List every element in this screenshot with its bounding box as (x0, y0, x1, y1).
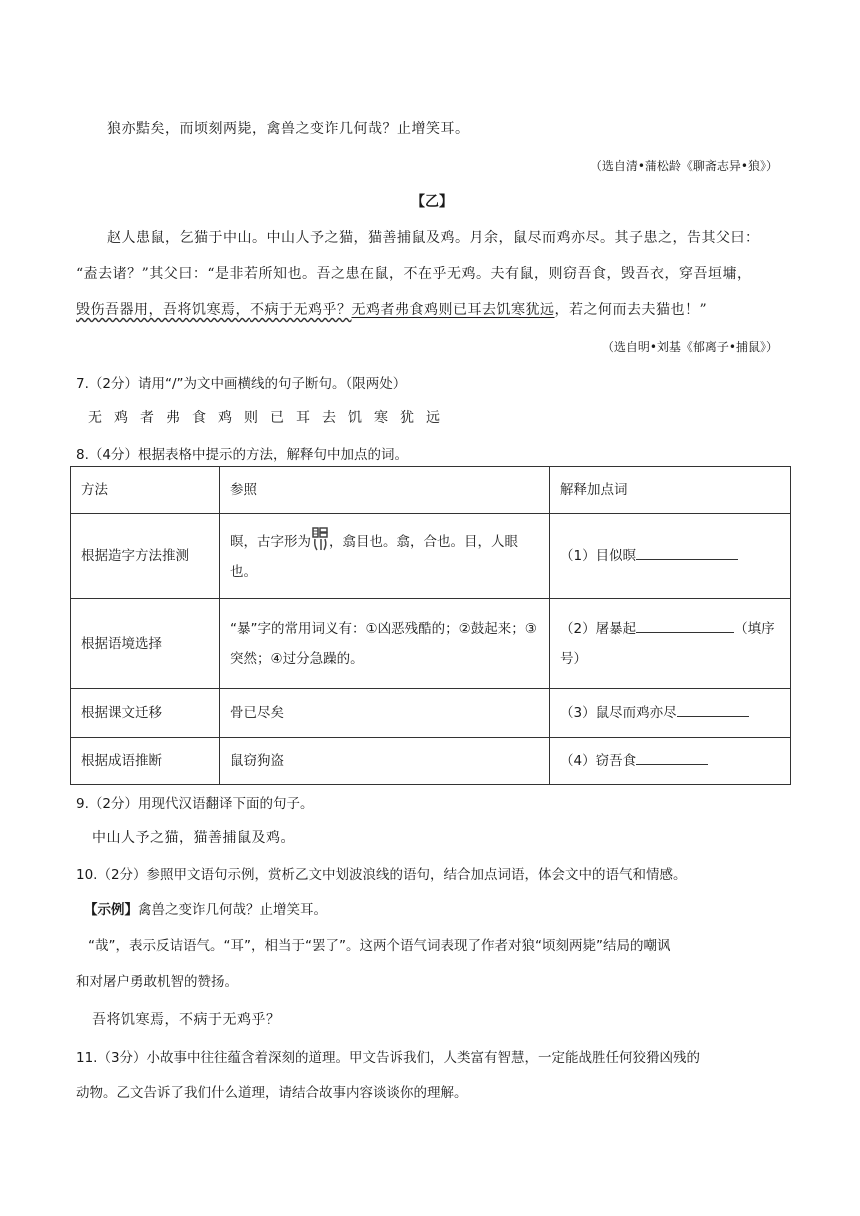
q7-sentence: 无鸡者弗食鸡则已耳去饥寒犹远 (88, 410, 452, 426)
answer-blank-4[interactable] (636, 750, 708, 765)
jia-last-line: 狼亦黠矣，而顷刻两毙，禽兽之变诈几何哉？止增笑耳。 (107, 121, 470, 137)
underlined-sentence: 无鸡者弗食鸡则已耳去饥寒犹远 (351, 302, 555, 318)
answer-blank-3[interactable] (677, 702, 749, 717)
q11-line-1: 11.（3分）小故事中往往蕴含着深刻的道理。甲文告诉我们，人类富有智慧，一定能战胜任何狡猾凶残的 (76, 1050, 701, 1066)
table-row (71, 599, 791, 689)
row4-method: 根据成语推断 (71, 738, 220, 785)
header-method: 方法 (71, 467, 220, 514)
yi-line-2: “盍去诸？”其父曰：“是非若所知也。吾之患在鼠，不在乎无鸡。夫有鼠，则窃吾食，毁吾衣，穿吾垣墉， (76, 266, 752, 282)
table-header-row (71, 467, 791, 514)
header-reference: 参照 (220, 467, 550, 514)
ancient-character-glyph-icon (311, 526, 329, 552)
row4-reference: 鼠窃狗盗 (220, 738, 550, 785)
answer-blank-2[interactable] (636, 618, 734, 633)
table-row (71, 514, 791, 599)
yi-title: 【乙】 (411, 194, 453, 210)
q10-explain-2: 和对屠户勇敢机智的赞扬。 (76, 974, 238, 990)
row3-reference: 骨已尽矣 (220, 689, 550, 738)
q8-stem: 8.（4分）根据表格中提示的方法，解释句中加点的词。 (76, 447, 408, 463)
q10-target: 吾将饥寒焉，不病于无鸡乎？ (92, 1012, 281, 1028)
yi-line-1: 赵人患鼠，乞猫于中山。中山人予之猫，猫善捕鼠及鸡。月余，鼠尽而鸡亦尽。其子患之，告其父曰： (107, 230, 760, 246)
row1-answer: （1）目似暝 (550, 514, 791, 599)
table-row (71, 738, 791, 785)
yi-source: （选自明•刘基《郁离子•捕鼠》） (601, 340, 778, 354)
jia-source: （选自清•蒲松龄《聊斋志异•狼》） (589, 159, 778, 173)
q9-sentence: 中山人予之猫，猫善捕鼠及鸡。 (92, 830, 295, 846)
row1-method: 根据造字方法推测 (71, 514, 220, 599)
table-row (71, 689, 791, 738)
q10-example: 【示例】禽兽之变诈几何哉？止增笑耳。 (84, 902, 327, 918)
wavy-sentence: 毁伤吾器用，吾将饥寒焉，不病于无鸡乎？ (76, 302, 352, 318)
q7-stem: 7.（2分）请用“/”为文中画横线的句子断句。（限两处） (76, 376, 407, 392)
row2-method: 根据语境选择 (71, 599, 220, 689)
row2-reference: “暴”字的常用词义有：①凶恶残酷的；②鼓起来；③突然；④过分急躁的。 (220, 599, 550, 689)
row3-answer: （3）鼠尽而鸡亦尽 (550, 689, 791, 738)
row1-reference: 暝，古字形为 ，翕目也。翕，合也。目，人眼也。 (220, 514, 550, 599)
q10-stem: 10.（2分）参照甲文语句示例，赏析乙文中划波浪线的语句，结合加点词语，体会文中的语气和情感。 (76, 867, 687, 883)
row2-answer: （2）屠暴起 （填序号） (550, 599, 791, 689)
row4-answer: （4）窃吾食 (550, 738, 791, 785)
q9-stem: 9.（2分）用现代汉语翻译下面的句子。 (76, 796, 314, 812)
q10-explain-1: “哉”，表示反诘语气。“耳”，相当于“罢了”。这两个语气词表现了作者对狼“顷刻两毙”结局的嘲讽 (88, 938, 671, 954)
answer-blank-1[interactable] (636, 545, 738, 560)
header-answer: 解释加点词 (550, 467, 791, 514)
row3-method: 根据课文迁移 (71, 689, 220, 738)
q11-line-2: 动物。乙文告诉了我们什么道理，请结合故事内容谈谈你的理解。 (76, 1085, 468, 1101)
q8-table (70, 466, 791, 785)
yi-line-3: 毁伤吾器用，吾将饥寒焉，不病于无鸡乎？无鸡者弗食鸡则已耳去饥寒犹远，若之何而去夫猫也！” (76, 302, 708, 318)
